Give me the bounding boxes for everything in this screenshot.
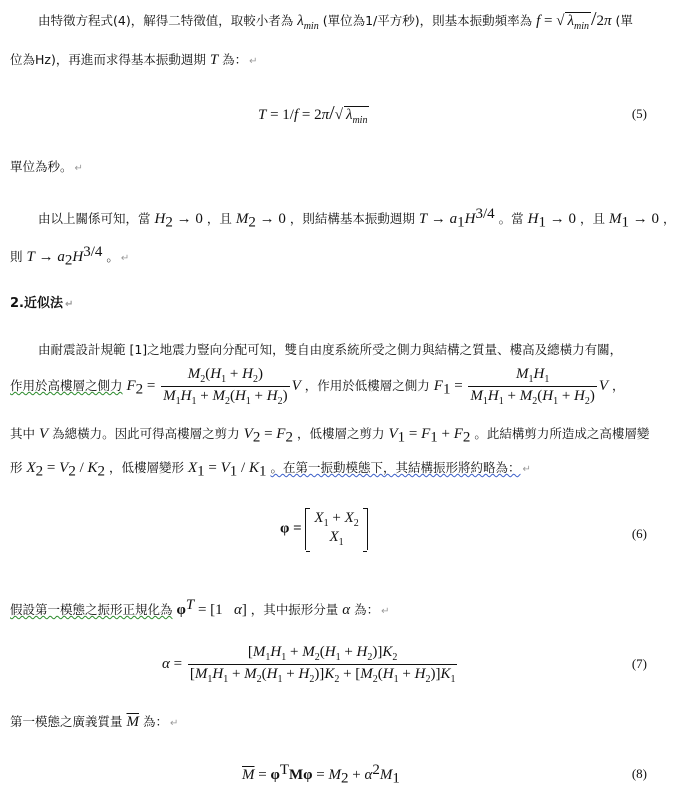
equation-7-number: (7) [631, 656, 647, 671]
paragraph-mark: ↵ [74, 163, 83, 174]
lambda-min: $\lambda_{min}$ [297, 13, 319, 32]
text-run: 為總橫力。因此可得高樓層之剪力 [52, 426, 240, 441]
text-run: 位為Hz)，再進而求得基本振動週期 [10, 52, 206, 67]
equation-6-number: (6) [631, 526, 647, 541]
text-run: ，作用於低樓層之側力 [304, 378, 430, 393]
text-run: 則 [10, 249, 23, 265]
text-run: ，則結構基本振動週期 [289, 211, 415, 227]
paragraph-3-line-2: 則 $T \to a_2H^{3/4}$ 。 ↵ [10, 244, 130, 269]
paragraph-3-line-1: 由以上關係可知，當 $H_2 \to 0$ ，且 $M_2 \to 0$ ，則結構基本振動週期 $T \to a_1H^{3/4}$ 。當 $H_1 \to 0$ ，且 $M_1 \to 0$ ， [38, 206, 675, 231]
paragraph-4-line-2: 作用於高樓層之側力 $F_2$ = $\frac{M_2(H_1 + H_2)}{M_1H_1 + M_2(H_1 + H_2)}$ V ，作用於低樓層之側力 $F_1$ = $\frac{M_1H_1}{M_1H_1 + M_2(H_1 + H_2)}$ V ， [10, 366, 625, 407]
paragraph-mark: ↵ [120, 253, 130, 265]
paragraph-mark: ↵ [381, 606, 390, 618]
text-run: (單位為1/平方秒)，則基本振動頻率為 [322, 13, 533, 28]
text-run: (單 [615, 13, 633, 28]
text-run: 形 [10, 460, 23, 475]
text-run: ，低樓層變形 [108, 460, 184, 475]
equation-5-number: (5) [631, 106, 647, 121]
text-run: 。此結構剪力所造成之高樓層變 [474, 426, 650, 441]
heading-text: 2.近似法 [10, 296, 63, 311]
fraction-f2: $\frac{M_2(H_1 + H_2)}{M_1H_1 + M_2(H_1 + H_2)}$ [163, 366, 288, 407]
text-run: 為： [354, 602, 380, 618]
text-run: ， [612, 378, 625, 393]
paragraph-mark: ↵ [64, 299, 74, 310]
text-run: 假設第一模態之振形正規化為 [10, 602, 173, 618]
paragraph-5: 假設第一模態之振形正規化為 $\varphi^T = [1$ α] ，其中振形分量 α 為： ↵ [10, 597, 390, 619]
fraction-f1: $\frac{M_1H_1}{M_1H_1 + M_2(H_1 + H_2)}$ [470, 366, 595, 407]
paragraph-mark: ↵ [522, 464, 531, 475]
text-run: ，其中振形分量 [250, 602, 339, 618]
text-run: 為： [142, 714, 168, 729]
text-run: 由以上關係可知，當 [38, 211, 151, 227]
paragraph-4-line-3: 其中 V 為總橫力。因此可得高樓層之剪力 $V_2 = F_2$ ，低樓層之剪力 $V_1 = F_1 + F_2$ 。此結構剪力所造成之高樓層變 [10, 426, 650, 446]
text-run: 其中 [10, 426, 36, 441]
text-run: 由耐震設計規範 [1]之地震力豎向分配可知，雙自由度系統所受之側力與結構之質量、樓高及總橫力有關， [38, 342, 623, 357]
paragraph-1-line-1: 由特徵方程式(4)，解得二特徵值，取較小者為 $\lambda_{min}$ (單位為1/平方秒)，則基本振動頻率為 f = √ $\lambda_{min}$ /2π (單 [38, 8, 633, 32]
text-run: ，且 [579, 211, 605, 227]
text-run: ，低樓層之剪力 [296, 426, 385, 441]
period-symbol: T [209, 52, 219, 68]
text-run: 作用於高樓層之側力 [10, 378, 123, 393]
paragraph-4-line-4: 形 $X_2 = V_2 / K_2$ ，低樓層變形 $X_1 = V_1 / K_1$ 。在第一振動模態下，其結構振形將約略為： ↵ [10, 460, 531, 480]
text-run: 第一模態之廣義質量 [10, 714, 123, 729]
text-run: 單位為秒。 [10, 159, 73, 174]
equation-8-number: (8) [631, 766, 647, 781]
fraction-alpha: $\frac{[M_1H_1 + M_2(H_1 + H_2)]K_2}{[M_1H_1 + M_2(H_1 + H_2)]K_2 + [M_2(H_1 + H_2)]K_1}$ [189, 644, 456, 685]
text-run: 。 [106, 249, 119, 265]
text-run: 。在第一振動模態下，其結構振形將約略為： [270, 460, 521, 475]
paragraph-6: 第一模態之廣義質量 $\overline{M}$ 為： ↵ [10, 714, 179, 730]
equation-5: T = 1/f = 2π/√ $\lambda_{min}$ [258, 102, 368, 126]
paragraph-mark: ↵ [249, 56, 258, 67]
paragraph-2 [10, 157, 83, 175]
section-heading [10, 292, 73, 311]
text-run: ，且 [206, 211, 232, 227]
text-run: 為： [222, 52, 248, 67]
equation-8: $\overline{M} = \varphi^TM\varphi = M_2 + \alpha^2M_1$ [242, 762, 400, 787]
column-vector: $X_1 + X_2$ $X_1$ [305, 508, 367, 550]
equation-6: φ = $X_1 + X_2$ $X_1$ [280, 508, 368, 550]
equation-7: α = $\frac{[M_1H_1 + M_2(H_1 + H_2)]K_2}{[M_1H_1 + M_2(H_1 + H_2)]K_2 + [M_2(H_1 + H_2)]K_1}$ [162, 644, 456, 685]
text-run: 由特徵方程式(4)，解得二特徵值，取較小者為 [38, 13, 294, 28]
paragraph-1-line-2 [10, 50, 258, 69]
frequency-formula: f [536, 13, 541, 29]
paragraph-mark: ↵ [170, 718, 179, 729]
text-run: ， [662, 211, 675, 227]
paragraph-4-line-1 [38, 340, 622, 358]
text-run: 。當 [498, 211, 524, 227]
